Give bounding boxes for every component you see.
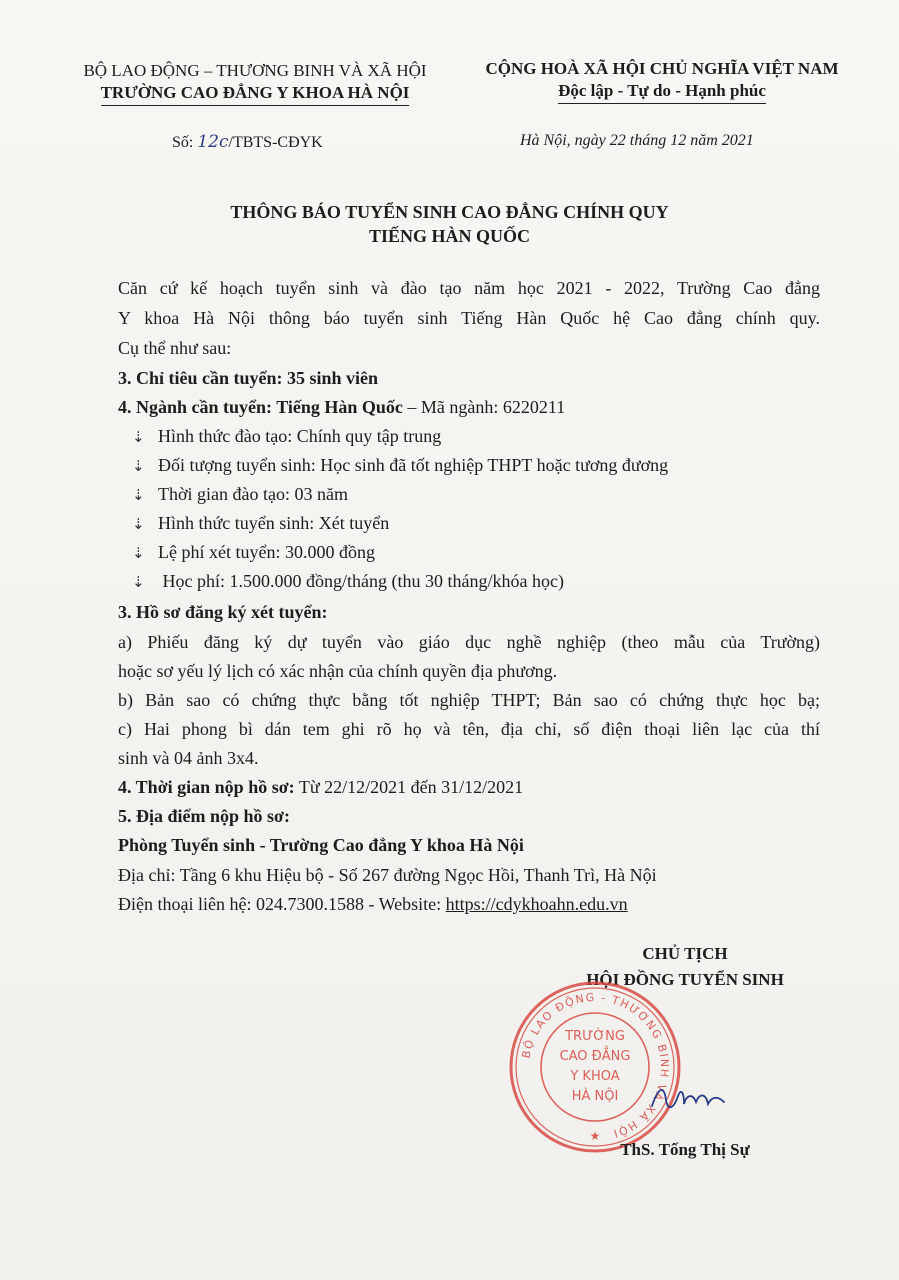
handwritten-number: 12c [197, 132, 229, 152]
major-code: – Mã ngành: 6220211 [402, 397, 566, 417]
list-item: ⇣ Học phí: 1.500.000 đồng/tháng (thu 30 tháng/khóa học) [132, 571, 564, 591]
dossier-item: hoặc sơ yếu lý lịch có xác nhận của chính quyền địa phương. [118, 661, 558, 681]
handwritten-signature [648, 1078, 728, 1118]
quota-heading: 3. Chỉ tiêu cần tuyển: 35 sinh viên [118, 368, 379, 388]
list-item: ⇣ Đối tượng tuyển sinh: Học sinh đã tốt nghiệp THPT hoặc tương đương [132, 455, 669, 475]
ministry-name: BỘ LAO ĐỘNG – THƯƠNG BINH VÀ XÃ HỘI [83, 61, 427, 80]
reference-number: Số: 12c/TBTS-CĐYK [172, 132, 323, 152]
website-link[interactable]: https://cdykhoahn.edu.vn [445, 894, 628, 914]
seal-line-3: Y KHOA [570, 1069, 620, 1084]
deadline-line [118, 777, 523, 798]
intro-line: Căn cứ kế hoạch tuyển sinh và đào tạo năm học 2021 - 2022, Trường Cao đẳng [118, 278, 820, 298]
country-name: CỘNG HOÀ XÃ HỘI CHỦ NGHĨA VIỆT NAM [485, 59, 839, 78]
school-seal-stamp [506, 978, 684, 1156]
arrow-down-bullet-icon: ⇣ [132, 573, 145, 591]
list-item: ⇣ Hình thức tuyển sinh: Xét tuyển [132, 513, 390, 533]
dossier-heading: 3. Hồ sơ đăng ký xét tuyển: [118, 602, 328, 622]
address-line: Địa chỉ: Tầng 6 khu Hiệu bộ - Số 267 đường Ngọc Hồi, Thanh Trì, Hà Nội [118, 865, 657, 885]
office-name: Phòng Tuyển sinh - Trường Cao đẳng Y khoa Hà Nội [118, 835, 524, 855]
dossier-item: c) Hai phong bì dán tem ghi rõ họ và tên, địa chỉ, số điện thoại liên lạc của thí [118, 719, 820, 739]
seal-line-1: TRƯỜNG [565, 1029, 625, 1044]
arrow-down-bullet-icon: ⇣ [132, 457, 145, 475]
national-header [462, 58, 862, 104]
arrow-down-bullet-icon: ⇣ [132, 544, 145, 562]
deadline-label: 4. Thời gian nộp hồ sơ: [118, 777, 295, 797]
dossier-item: a) Phiếu đăng ký dự tuyển vào giáo dục nghề nghiệp (theo mẫu của Trường) [118, 632, 820, 652]
dossier-item: sinh và 04 ảnh 3x4. [118, 748, 259, 768]
arrow-down-bullet-icon: ⇣ [132, 486, 145, 504]
list-item: ⇣ Thời gian đào tạo: 03 năm [132, 484, 348, 504]
location-heading: 5. Địa điểm nộp hồ sơ: [118, 806, 290, 826]
intro-line: Y khoa Hà Nội thông báo tuyển sinh Tiếng Hàn Quốc hệ Cao đẳng chính quy. [118, 308, 820, 328]
seal-star-icon: ★ [589, 1129, 601, 1143]
national-motto: Độc lập - Tự do - Hạnh phúc [558, 80, 766, 104]
major-label: 4. Ngành cần tuyển: Tiếng Hàn Quốc [118, 397, 403, 417]
document-subtitle: TIẾNG HÀN QUỐC [368, 226, 530, 246]
dossier-item: b) Bản sao có chứng thực bằng tốt nghiệp THPT; Bản sao có chứng thực học bạ; [118, 690, 820, 710]
contact-line: Điện thoại liên hệ: 024.7300.1588 - Website: https://cdykhoahn.edu.vn [118, 894, 628, 914]
issuer-block [60, 60, 450, 106]
deadline-value: Từ 22/12/2021 đến 31/12/2021 [294, 777, 524, 797]
intro-line: Cụ thể như sau: [118, 338, 232, 358]
arrow-down-bullet-icon: ⇣ [132, 515, 145, 533]
major-line [118, 397, 565, 418]
list-item: ⇣ Hình thức đào tạo: Chính quy tập trung [132, 426, 442, 446]
issue-date: Hà Nội, ngày 22 tháng 12 năm 2021 [520, 132, 754, 149]
document-title: THÔNG BÁO TUYỂN SINH CAO ĐẲNG CHÍNH QUY [230, 202, 669, 222]
signer-council: HỘI ĐỒNG TUYỂN SINH [586, 970, 784, 989]
arrow-down-bullet-icon: ⇣ [132, 428, 145, 446]
signer-name: ThS. Tống Thị Sự [620, 1140, 750, 1159]
seal-line-2: CAO ĐẲNG [559, 1049, 631, 1064]
school-name: TRƯỜNG CAO ĐẲNG Y KHOA HÀ NỘI [101, 82, 410, 106]
seal-ring-text: BỘ LAO ĐỘNG - THƯƠNG BINH VÀ XÃ HỘI [519, 990, 672, 1141]
list-item: ⇣ Lệ phí xét tuyển: 30.000 đồng [132, 542, 375, 562]
seal-line-4: HÀ NỘI [571, 1089, 619, 1104]
signer-title: CHỦ TỊCH [642, 944, 728, 963]
